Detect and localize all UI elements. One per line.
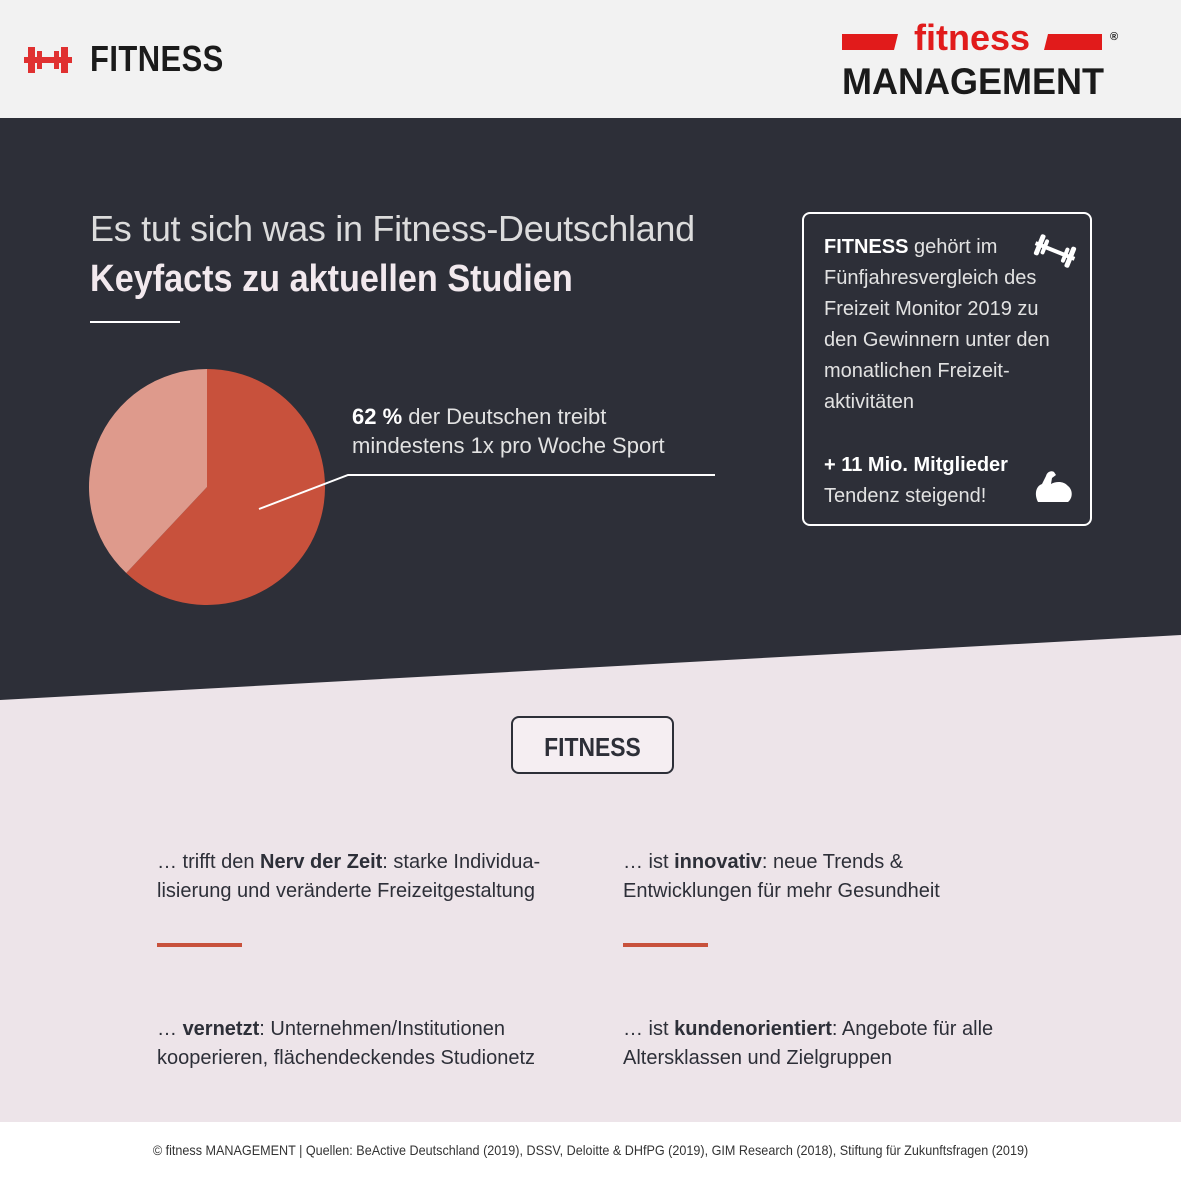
feature-divider [623, 943, 708, 947]
feature-text: Altersklassen und Zielgruppen [623, 1047, 893, 1069]
dumbbell-icon [22, 44, 74, 76]
pie-percent: 62 % [352, 404, 403, 429]
pie-leader-line [259, 475, 715, 509]
feature-keyword: Nerv der Zeit [260, 851, 383, 873]
feature-text: : Unternehmen/Institutionen [259, 1018, 505, 1040]
brand-title: FITNESS [90, 38, 224, 79]
feature-text: … trifft den [157, 851, 261, 873]
pie-chart [60, 340, 760, 640]
stat-bold: + 11 Mio. Mitglieder [824, 454, 1008, 476]
info-line-4: den Gewinnern unter den [824, 329, 1050, 351]
feature-keyword: kundenorientiert [674, 1018, 832, 1040]
feature-text: Entwicklungen für mehr Gesundheit [623, 880, 940, 902]
feature-text: … [157, 1018, 183, 1040]
feature-text: lisierung und veränderte Freizeitgestaltung [157, 880, 535, 902]
title-divider [90, 321, 180, 323]
info-stat [824, 450, 1044, 512]
headline: Es tut sich was in Fitness-Deutschland [90, 208, 695, 249]
feature-item [623, 1015, 993, 1073]
feature-keyword: innovativ [674, 851, 762, 873]
feature-keyword: vernetzt [182, 1018, 260, 1040]
feature-text: … ist [623, 851, 675, 873]
info-line-3: Freizeit Monitor 2019 zu [824, 298, 1039, 320]
flexed-arm-icon [1032, 466, 1076, 506]
feature-text: : neue Trends & [761, 851, 904, 873]
info-line-1: gehört im [908, 236, 998, 258]
feature-item [623, 848, 940, 906]
info-box [802, 212, 1092, 526]
footer [0, 1122, 1181, 1181]
header-bar [0, 0, 1181, 118]
pie-label-line1: der Deutschen treibt [402, 404, 607, 429]
stat-rest: Tendenz steigend! [824, 485, 987, 507]
info-line-6: aktivitäten [824, 391, 915, 413]
svg-text:®: ® [1110, 31, 1119, 43]
subheadline: Keyfacts zu aktuellen Studien [90, 258, 573, 300]
barbell-icon [1030, 232, 1080, 270]
info-line-2: Fünfjahresvergleich des [824, 267, 1037, 289]
pie-label [352, 402, 665, 460]
feature-divider [157, 943, 242, 947]
info-bold: FITNESS [824, 236, 909, 258]
feature-item [157, 1015, 535, 1073]
feature-text: kooperieren, flächendeckendes Studionetz [157, 1047, 536, 1069]
footer-sources: © fitness MANAGEMENT | Quellen: BeActive Deutschland (2019), DSSV, Deloitte & DHfPG (2019), GIM Research (2018), Stiftung für Zukunftsfragen (2019) [152, 1142, 1029, 1158]
svg-text:fitness: fitness [913, 18, 1031, 58]
info-text [824, 232, 1064, 418]
badge-label: FITNESS [544, 732, 641, 762]
pie-label-line2: mindestens 1x pro Woche Sport [352, 433, 665, 458]
fitness-badge [511, 716, 674, 774]
feature-item [157, 848, 540, 906]
feature-text: : Angebote für alle [831, 1018, 994, 1040]
info-line-5: monatlichen Freizeit- [824, 360, 1010, 382]
fitness-management-logo [840, 18, 1120, 102]
feature-text: : starke Individua- [382, 851, 541, 873]
svg-text:MANAGEMENT: MANAGEMENT [842, 61, 1105, 102]
feature-text: … ist [623, 1018, 675, 1040]
